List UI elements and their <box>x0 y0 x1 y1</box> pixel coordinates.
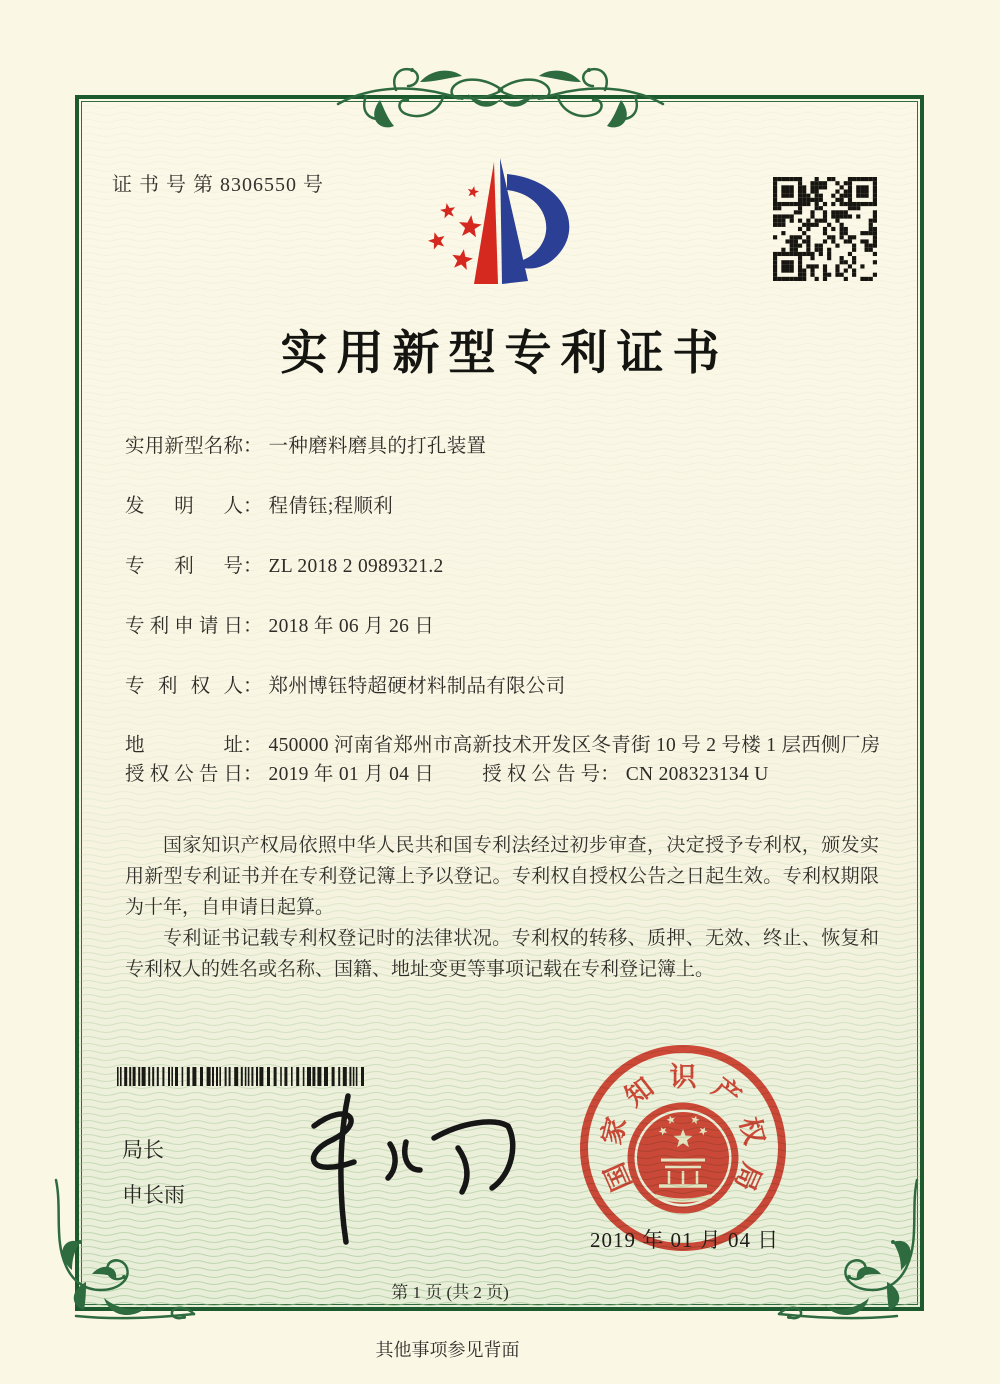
qr-code-icon <box>773 177 877 281</box>
field-label: 实 用 新 型 名 称 <box>125 436 243 457</box>
svg-text:权: 权 <box>734 1114 770 1148</box>
field-label: 发 明 人 <box>125 496 243 517</box>
fields <box>125 431 883 819</box>
signer-title: 局长 <box>122 1138 164 1162</box>
field-colon: ： <box>243 436 263 457</box>
field-label: 专 利 权 人 <box>125 676 243 697</box>
signer-block <box>122 1134 185 1209</box>
svg-text:家: 家 <box>596 1114 632 1148</box>
legal-paragraph-1: 国家知识产权局依照中华人民共和国专利法经过初步审查，决定授予专利权，颁发实用新型专利证书并在专利登记簿上予以登记。专利权自授权公告之日起生效。专利权期限为十年，自申请日起算。 <box>125 835 879 918</box>
field-colon: ： <box>243 556 263 577</box>
legal-paragraph-2: 专利证书记载专利权登记时的法律状况。专利权的转移、质押、无效、终止、恢复和专利权人的姓名或名称、国籍、地址变更等事项记载在专利登记簿上。 <box>125 928 879 980</box>
field-colon: ： <box>243 676 263 697</box>
field-label: 授 权 公 告 日 <box>125 764 243 785</box>
field-value: ZL 2018 2 0989321.2 <box>268 556 444 577</box>
field-label: 地 址 <box>125 735 243 756</box>
signature-icon <box>262 1082 522 1247</box>
field-colon: ： <box>243 735 263 756</box>
field-row-3 <box>125 611 883 642</box>
svg-text:产: 产 <box>706 1071 747 1113</box>
field-label: 专 利 号 <box>125 556 243 577</box>
seal-date: 2019 年 01 月 04 日 <box>590 1228 780 1252</box>
seal-emblem <box>631 1106 735 1210</box>
field-value: 450000 河南省郑州市高新技术开发区冬青街 10 号 2 号楼 1 层西侧厂房 <box>268 735 881 756</box>
field-value: 一种磨料磨具的打孔装置 <box>268 436 487 457</box>
back-side-note: 其他事项参见背面 <box>375 1340 520 1360</box>
certificate-title: 实用新型专利证书 <box>280 328 729 380</box>
logo-stars <box>428 186 482 270</box>
field-label: 专 利 申 请 日 <box>125 616 243 637</box>
field-value: 2019 年 01 月 04 日 <box>268 764 435 785</box>
signer-name: 申长雨 <box>122 1183 185 1207</box>
field-row-1 <box>125 491 883 522</box>
field-colon: ： <box>243 496 263 517</box>
page-number: 第 1 页 (共 2 页) <box>391 1283 509 1302</box>
svg-text:识: 识 <box>669 1062 697 1092</box>
field-value: 2018 年 06 月 26 日 <box>268 616 435 637</box>
field-colon: ： <box>243 616 263 637</box>
field-value: 程倩钰;程顺利 <box>268 496 394 517</box>
cnipa-logo-icon <box>410 156 595 296</box>
field-colon: ： <box>600 764 620 785</box>
field-row-5 <box>125 731 883 761</box>
legal-paragraphs <box>125 830 879 985</box>
field-value: 郑州博钰特超硬材料制品有限公司 <box>268 676 566 697</box>
svg-text:知: 知 <box>619 1071 660 1113</box>
svg-text:局: 局 <box>728 1158 768 1196</box>
field-value-2: CN 208323134 U <box>625 764 769 785</box>
svg-text:国: 国 <box>598 1158 638 1196</box>
field-row-2 <box>125 551 883 582</box>
certificate-number: 证 书 号 第 8306550 号 <box>112 174 324 196</box>
field-label: 授 权 公 告 号 <box>482 764 601 785</box>
field-row-6 <box>125 759 883 790</box>
field-row-0 <box>125 431 883 462</box>
official-seal-icon <box>575 1038 791 1254</box>
field-row-4 <box>125 671 883 702</box>
field-colon: ： <box>243 764 263 785</box>
